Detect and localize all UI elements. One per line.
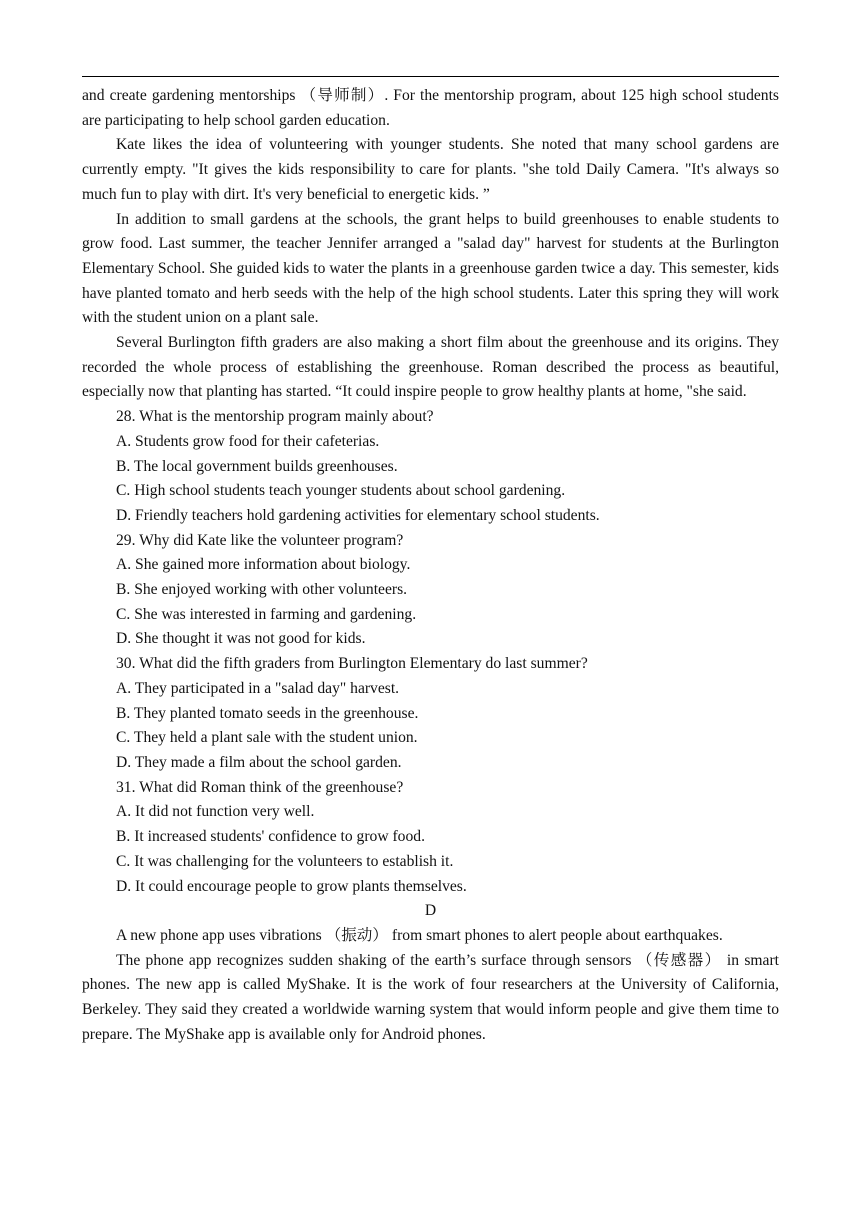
option-d: D. They made a film about the school garden.	[116, 753, 402, 771]
option-c: C. High school students teach younger students about school gardening.	[116, 482, 566, 500]
question-stem: 30. What did the fifth graders from Burlington Elementary do last summer?	[116, 655, 588, 673]
question-stem: 31. What did Roman think of the greenhouse?	[116, 778, 404, 796]
paragraph-kate: Kate likes the idea of volunteering with younger students. She noted that many school gardens are currently empty. "It gives the kids responsibility to care for plants. "she told Daily Camera. "It's always so much fun to play with dirt. It's very beneficial to energetic kids. ”	[82, 136, 779, 203]
option-a: A. She gained more information about biology.	[116, 556, 411, 574]
question-stem: 29. Why did Kate like the volunteer program?	[116, 531, 404, 549]
option-c: C. They held a plant sale with the student union.	[116, 729, 418, 747]
option-d: D. She thought it was not good for kids.	[116, 630, 366, 648]
question-28	[82, 405, 779, 529]
paragraph-myshake: The phone app recognizes sudden shaking of the earth’s surface through sensors （传感器） in smart phones. The new app is called MyShake. It is the work of four researchers at the University of California, Berkeley. They said they created a worldwide warning system that would inform people and give them time to prepare. The MyShake app is available only for Android phones.	[82, 951, 779, 1043]
question-31	[82, 776, 779, 900]
header-rule	[82, 76, 779, 77]
paragraph-greenhouse: In addition to small gardens at the schools, the grant helps to build greenhouses to enable students to grow food. Last summer, the teacher Jennifer arranged a "salad day" harvest for students at the Burlington Elementary School. She guided kids to water the plants in a greenhouse garden twice a day. This semester, kids have planted tomato and herb seeds with the help of the high school students. Later this spring they will work with the student union on a plant sale.	[82, 210, 779, 327]
document-body	[82, 84, 779, 1047]
option-d: D. It could encourage people to grow plants themselves.	[116, 877, 467, 895]
question-29	[82, 529, 779, 653]
option-b: B. They planted tomato seeds in the greenhouse.	[116, 704, 419, 722]
option-b: B. She enjoyed working with other volunteers.	[116, 581, 408, 599]
paragraph-phone-app: A new phone app uses vibrations （振动） from smart phones to alert people about earthquakes.	[116, 926, 723, 944]
option-b: B. The local government builds greenhouses.	[116, 457, 398, 475]
section-heading-d: D	[424, 902, 437, 920]
option-d: D. Friendly teachers hold gardening activities for elementary school students.	[116, 506, 600, 524]
paragraph-mentorship: and create gardening mentorships （导师制）. For the mentorship program, about 125 high school students are participating to help school garden education.	[82, 87, 779, 129]
question-30	[82, 652, 779, 776]
option-a: A. It did not function very well.	[116, 803, 315, 821]
option-c: C. It was challenging for the volunteers to establish it.	[116, 852, 454, 870]
option-b: B. It increased students' confidence to grow food.	[116, 828, 425, 846]
paragraph-film: Several Burlington fifth graders are also making a short film about the greenhouse and its origins. They recorded the whole process of establishing the greenhouse. Roman described the process as beautiful, especially now that planting has started. “It could inspire people to grow healthy plants at home, "she said.	[82, 334, 779, 401]
option-a: A. They participated in a "salad day" harvest.	[116, 679, 400, 697]
option-a: A. Students grow food for their cafeterias.	[116, 432, 380, 450]
question-stem: 28. What is the mentorship program mainly about?	[116, 408, 434, 426]
option-c: C. She was interested in farming and gardening.	[116, 605, 417, 623]
